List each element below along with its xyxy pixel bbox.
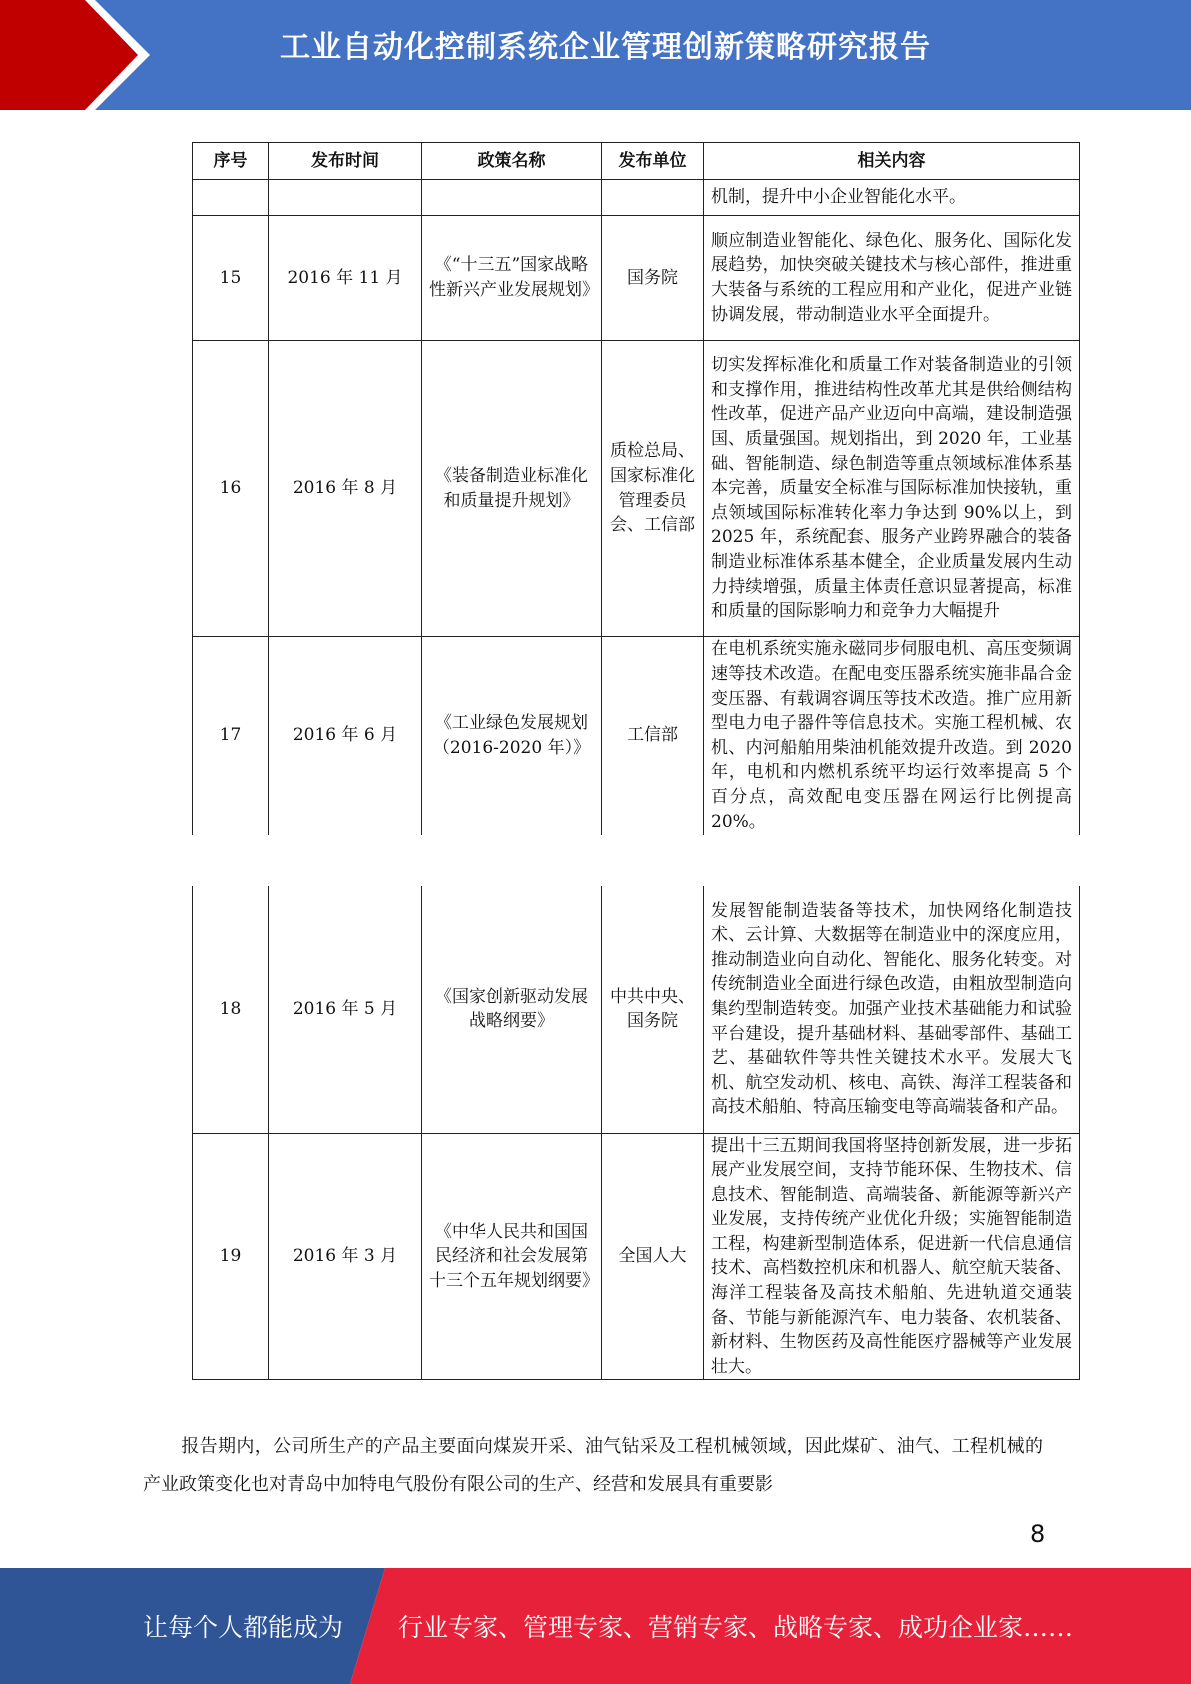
header-chevron-decoration	[0, 0, 160, 110]
row-issuer: 工信部	[602, 637, 704, 835]
table-header-row	[193, 143, 1080, 180]
row-date: 2016 年 8 月	[269, 341, 422, 637]
row-content: 机制，提升中小企业智能化水平。	[704, 180, 1080, 216]
policy-table-part1	[192, 142, 1080, 835]
row-content: 发展智能制造装备等技术，加快网络化制造技术、云计算、大数据等在制造业中的深度应用，推动制造业向自动化、智能化、服务化转变。对传统制造业全面进行绿色改造，由粗放型制造向集约型制造转变。加强产业技术基础能力和试验平台建设，提升基础材料、基础零部件、基础工艺、基础软件等共性关键技术水平。发展大飞机、航空发动机、核电、高铁、海洋工程装备和高技术船舶、特高压输变电等高端装备和产品。	[704, 886, 1080, 1133]
row-issuer: 国务院	[602, 216, 704, 341]
row-content: 顺应制造业智能化、绿色化、服务化、国际化发展趋势，加快突破关键技术与核心部件，推进重大装备与系统的工程应用和产业化，促进产业链协调发展，带动制造业水平全面提升。	[704, 216, 1080, 341]
header-date: 发布时间	[269, 143, 422, 180]
row-date: 2016 年 5 月	[269, 886, 422, 1133]
row-no: 15	[193, 216, 269, 341]
page-number: 8	[1030, 1520, 1046, 1548]
row-no: 16	[193, 341, 269, 637]
report-title: 工业自动化控制系统企业管理创新策略研究报告	[280, 30, 931, 65]
row-issuer	[602, 180, 704, 216]
row-date	[269, 180, 422, 216]
paragraph-text: 报告期内，公司所生产的产品主要面向煤炭开采、油气钻采及工程机械领域，因此煤矿、油气、工程机械的产业政策变化也对青岛中加特电气股份有限公司的生产、经营和发展具有重要影	[143, 1436, 1043, 1495]
header-issuer: 发布单位	[602, 143, 704, 180]
table-row	[193, 216, 1080, 341]
header-name: 政策名称	[422, 143, 602, 180]
row-name: 《国家创新驱动发展战略纲要》	[422, 886, 602, 1133]
row-name: 《装备制造业标准化和质量提升规划》	[422, 341, 602, 637]
page-footer	[0, 1568, 1191, 1684]
row-no: 18	[193, 886, 269, 1133]
footer-slogan-left: 让每个人都能成为	[143, 1613, 344, 1642]
table-row	[193, 886, 1080, 1133]
row-date: 2016 年 6 月	[269, 637, 422, 835]
page-header	[0, 0, 1191, 110]
header-content: 相关内容	[704, 143, 1080, 180]
row-no: 19	[193, 1133, 269, 1380]
table-row	[193, 180, 1080, 216]
row-no	[193, 180, 269, 216]
row-issuer: 中共中央、国务院	[602, 886, 704, 1133]
row-date: 2016 年 11 月	[269, 216, 422, 341]
row-content: 切实发挥标准化和质量工作对装备制造业的引领和支撑作用，推进结构性改革尤其是供给侧结构性改革，促进产品产业迈向中高端，建设制造强国、质量强国。规划指出，到 2020 年，工业基础、智能制造、绿色制造等重点领域标准体系基本完善，质量安全标准与国际标准加快接轨，重点领域国际标准转化率力争达到 90%以上，到 2025 年，系统配套、服务产业跨界融合的装备制造业标准体系基本健全，企业质量发展内生动力持续增强，质量主体责任意识显著提高，标准和质量的国际影响力和竞争力大幅提升	[704, 341, 1080, 637]
row-content: 在电机系统实施永磁同步伺服电机、高压变频调速等技术改造。在配电变压器系统实施非晶合金变压器、有载调容调压等技术改造。推广应用新型电力电子器件等信息技术。实施工程机械、农机、内河船舶用柴油机能效提升改造。到 2020 年，电机和内燃机系统平均运行效率提高 5 个百分点，高效配电变压器在网运行比例提高 20%。	[704, 637, 1080, 835]
table-row	[193, 341, 1080, 637]
row-name	[422, 180, 602, 216]
row-name: 《中华人民共和国国民经济和社会发展第十三个五年规划纲要》	[422, 1133, 602, 1380]
row-date: 2016 年 3 月	[269, 1133, 422, 1380]
header-no: 序号	[193, 143, 269, 180]
footer-slogan-right: 行业专家、管理专家、营销专家、战略专家、成功企业家……	[398, 1613, 1074, 1642]
row-issuer: 全国人大	[602, 1133, 704, 1380]
table-row	[193, 637, 1080, 835]
row-name: 《工业绿色发展规划（2016-2020 年）》	[422, 637, 602, 835]
row-name: 《“十三五”国家战略性新兴产业发展规划》	[422, 216, 602, 341]
row-issuer: 质检总局、国家标准化管理委员会、工信部	[602, 341, 704, 637]
body-paragraph	[143, 1428, 1043, 1504]
table-row	[193, 1133, 1080, 1380]
row-content: 提出十三五期间我国将坚持创新发展，进一步拓展产业发展空间，支持节能环保、生物技术、信息技术、智能制造、高端装备、新能源等新兴产业发展，支持传统产业优化升级；实施智能制造工程，构建新型制造体系，促进新一代信息通信技术、高档数控机床和机器人、航空航天装备、海洋工程装备及高技术船舶、先进轨道交通装备、节能与新能源汽车、电力装备、农机装备、新材料、生物医药及高性能医疗器械等产业发展壮大。	[704, 1133, 1080, 1380]
policy-table-part2	[192, 886, 1080, 1380]
row-no: 17	[193, 637, 269, 835]
